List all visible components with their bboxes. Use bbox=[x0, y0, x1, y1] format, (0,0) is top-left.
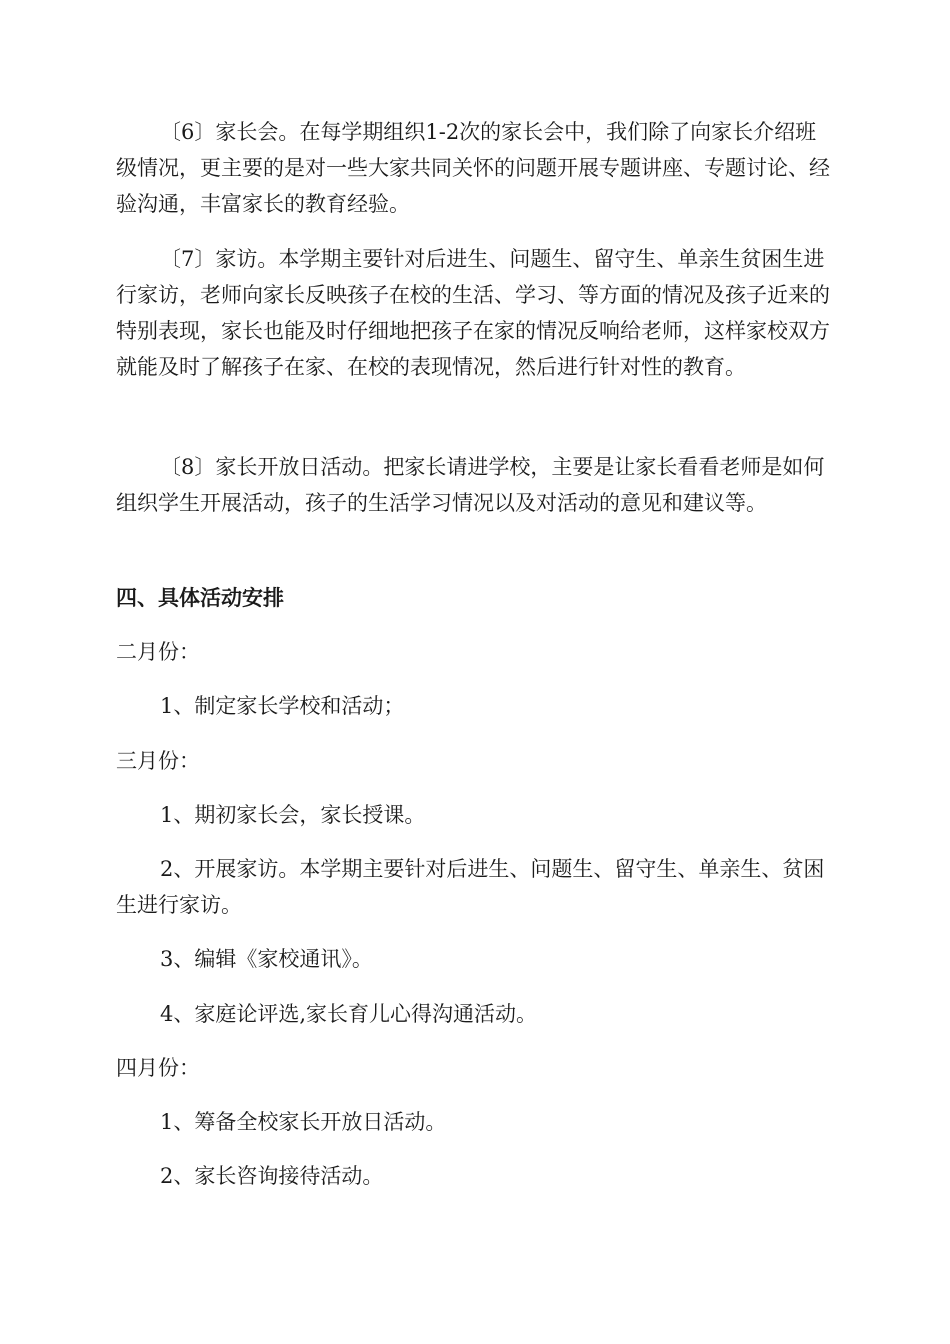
paragraph-parent-meeting: 〔6〕家长会。在每学期组织1-2次的家长会中，我们除了向家长介绍班级情况，更主要的是对一些大家共同关怀的问题开展专题讲座、专题讨论、经验沟通，丰富家长的教育经验。 bbox=[116, 120, 830, 216]
list-item: 4、家庭论评选,家长育儿心得沟通活动。 bbox=[160, 1002, 538, 1026]
month-label-february: 二月份： bbox=[116, 640, 200, 664]
paragraph-home-visit: 〔7〕家访。本学期主要针对后进生、问题生、留守生、单亲生贫困生进行家访，老师向家长反映孩子在校的生活、学习、等方面的情况及孩子近来的特别表现，家长也能及时仔细地把孩子在家的情况反响给老师，这样家校双方就能及时了解孩子在家、在校的表现情况，然后进行针对性的教育。 bbox=[116, 247, 830, 379]
list-item: 2、开展家访。本学期主要针对后进生、问题生、留守生、单亲生、贫困生进行家访。 bbox=[116, 857, 825, 917]
list-item: 1、制定家长学校和活动； bbox=[160, 694, 405, 718]
list-item: 3、编辑《家校通讯》。 bbox=[160, 947, 373, 971]
list-item: 1、筹备全校家长开放日活动。 bbox=[160, 1110, 447, 1134]
month-label-april: 四月份： bbox=[116, 1056, 200, 1080]
paragraph-open-day: 〔8〕家长开放日活动。把家长请进学校，主要是让家长看看老师是如何组织学生开展活动，孩子的生活学习情况以及对活动的意见和建议等。 bbox=[116, 455, 825, 515]
list-item: 2、家长咨询接待活动。 bbox=[160, 1164, 384, 1188]
list-item: 1、期初家长会，家长授课。 bbox=[160, 803, 426, 827]
month-label-march: 三月份： bbox=[116, 749, 200, 773]
section-heading: 四、具体活动安排 bbox=[116, 585, 284, 610]
